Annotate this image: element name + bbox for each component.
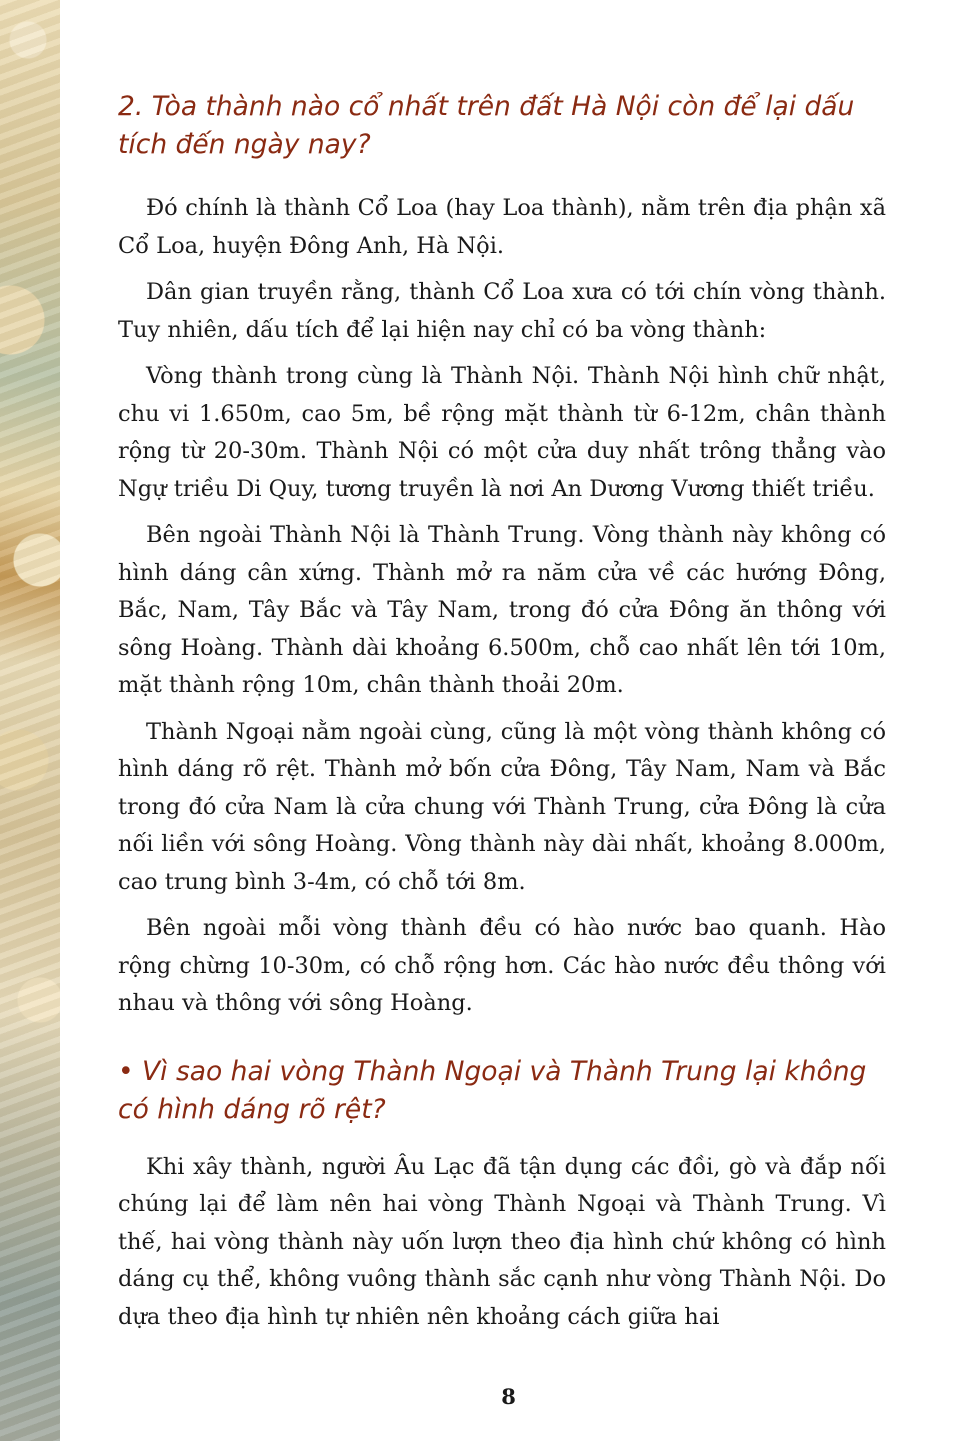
paragraph: Thành Ngoại nằm ngoài cùng, cũng là một vòng thành không có hình dáng rõ rệt. Thành mở bốn cửa Đông, Tây Nam, Nam và Bắc trong đó cửa Nam là cửa chung với Thành Trung, cửa Đông là cửa nối liền với sông Hoàng. Vòng thành này dài nhất, khoảng 8.000m, cao trung bình 3-4m, có chỗ tới 8m. bbox=[118, 718, 886, 895]
paragraph: Dân gian truyền rằng, thành Cổ Loa xưa có tới chín vòng thành. Tuy nhiên, dấu tích để lại hiện nay chỉ có ba vòng thành: bbox=[118, 279, 886, 343]
page-content bbox=[118, 88, 886, 1345]
paragraph: Bên ngoài mỗi vòng thành đều có hào nước bao quanh. Hào rộng chừng 10-30m, có chỗ rộng hơn. Các hào nước đều thông với nhau và thông với sông Hoàng. bbox=[118, 915, 886, 1016]
paragraph: Đó chính là thành Cổ Loa (hay Loa thành), nằm trên địa phận xã Cổ Loa, huyện Đông Anh, Hà Nội. bbox=[118, 195, 886, 259]
paragraph: Vòng thành trong cùng là Thành Nội. Thành Nội hình chữ nhật, chu vi 1.650m, cao 5m, bề rộng mặt thành từ 6-12m, chân thành rộng từ 20-30m. Thành Nội có một cửa duy nhất trông thẳng vào Ngự triều Di Quy, tương truyền là nơi An Dương Vương thiết triều. bbox=[118, 363, 886, 502]
paragraph: Bên ngoài Thành Nội là Thành Trung. Vòng thành này không có hình dáng cân xứng. Thành mở ra năm cửa về các hướng Đông, Bắc, Nam, Tây Bắc và Tây Nam, trong đó cửa Đông ăn thông với sông Hoàng. Thành dài khoảng 6.500m, chỗ cao nhất lên tới 10m, mặt thành rộng 10m, chân thành thoải 20m. bbox=[118, 522, 886, 698]
sub-heading: • Vì sao hai vòng Thành Ngoại và Thành Trung lại không có hình dáng rõ rệt? bbox=[118, 1055, 867, 1125]
page-number: 8 bbox=[501, 1384, 516, 1409]
paragraph: Khi xây thành, người Âu Lạc đã tận dụng các đồi, gò và đắp nối chúng lại để làm nên hai vòng Thành Ngoại và Thành Trung. Vì thế, hai vòng thành này uốn lượn theo địa hình chứ không có hình dáng cụ thể, không vuông thành sắc cạnh như vòng Thành Nội. Do dựa theo địa hình tự nhiên nên khoảng cách giữa hai bbox=[118, 1153, 886, 1330]
decorative-border bbox=[0, 0, 60, 1441]
section-heading: 2. Tòa thành nào cổ nhất trên đất Hà Nội còn để lại dấu tích đến ngày nay? bbox=[118, 91, 855, 160]
